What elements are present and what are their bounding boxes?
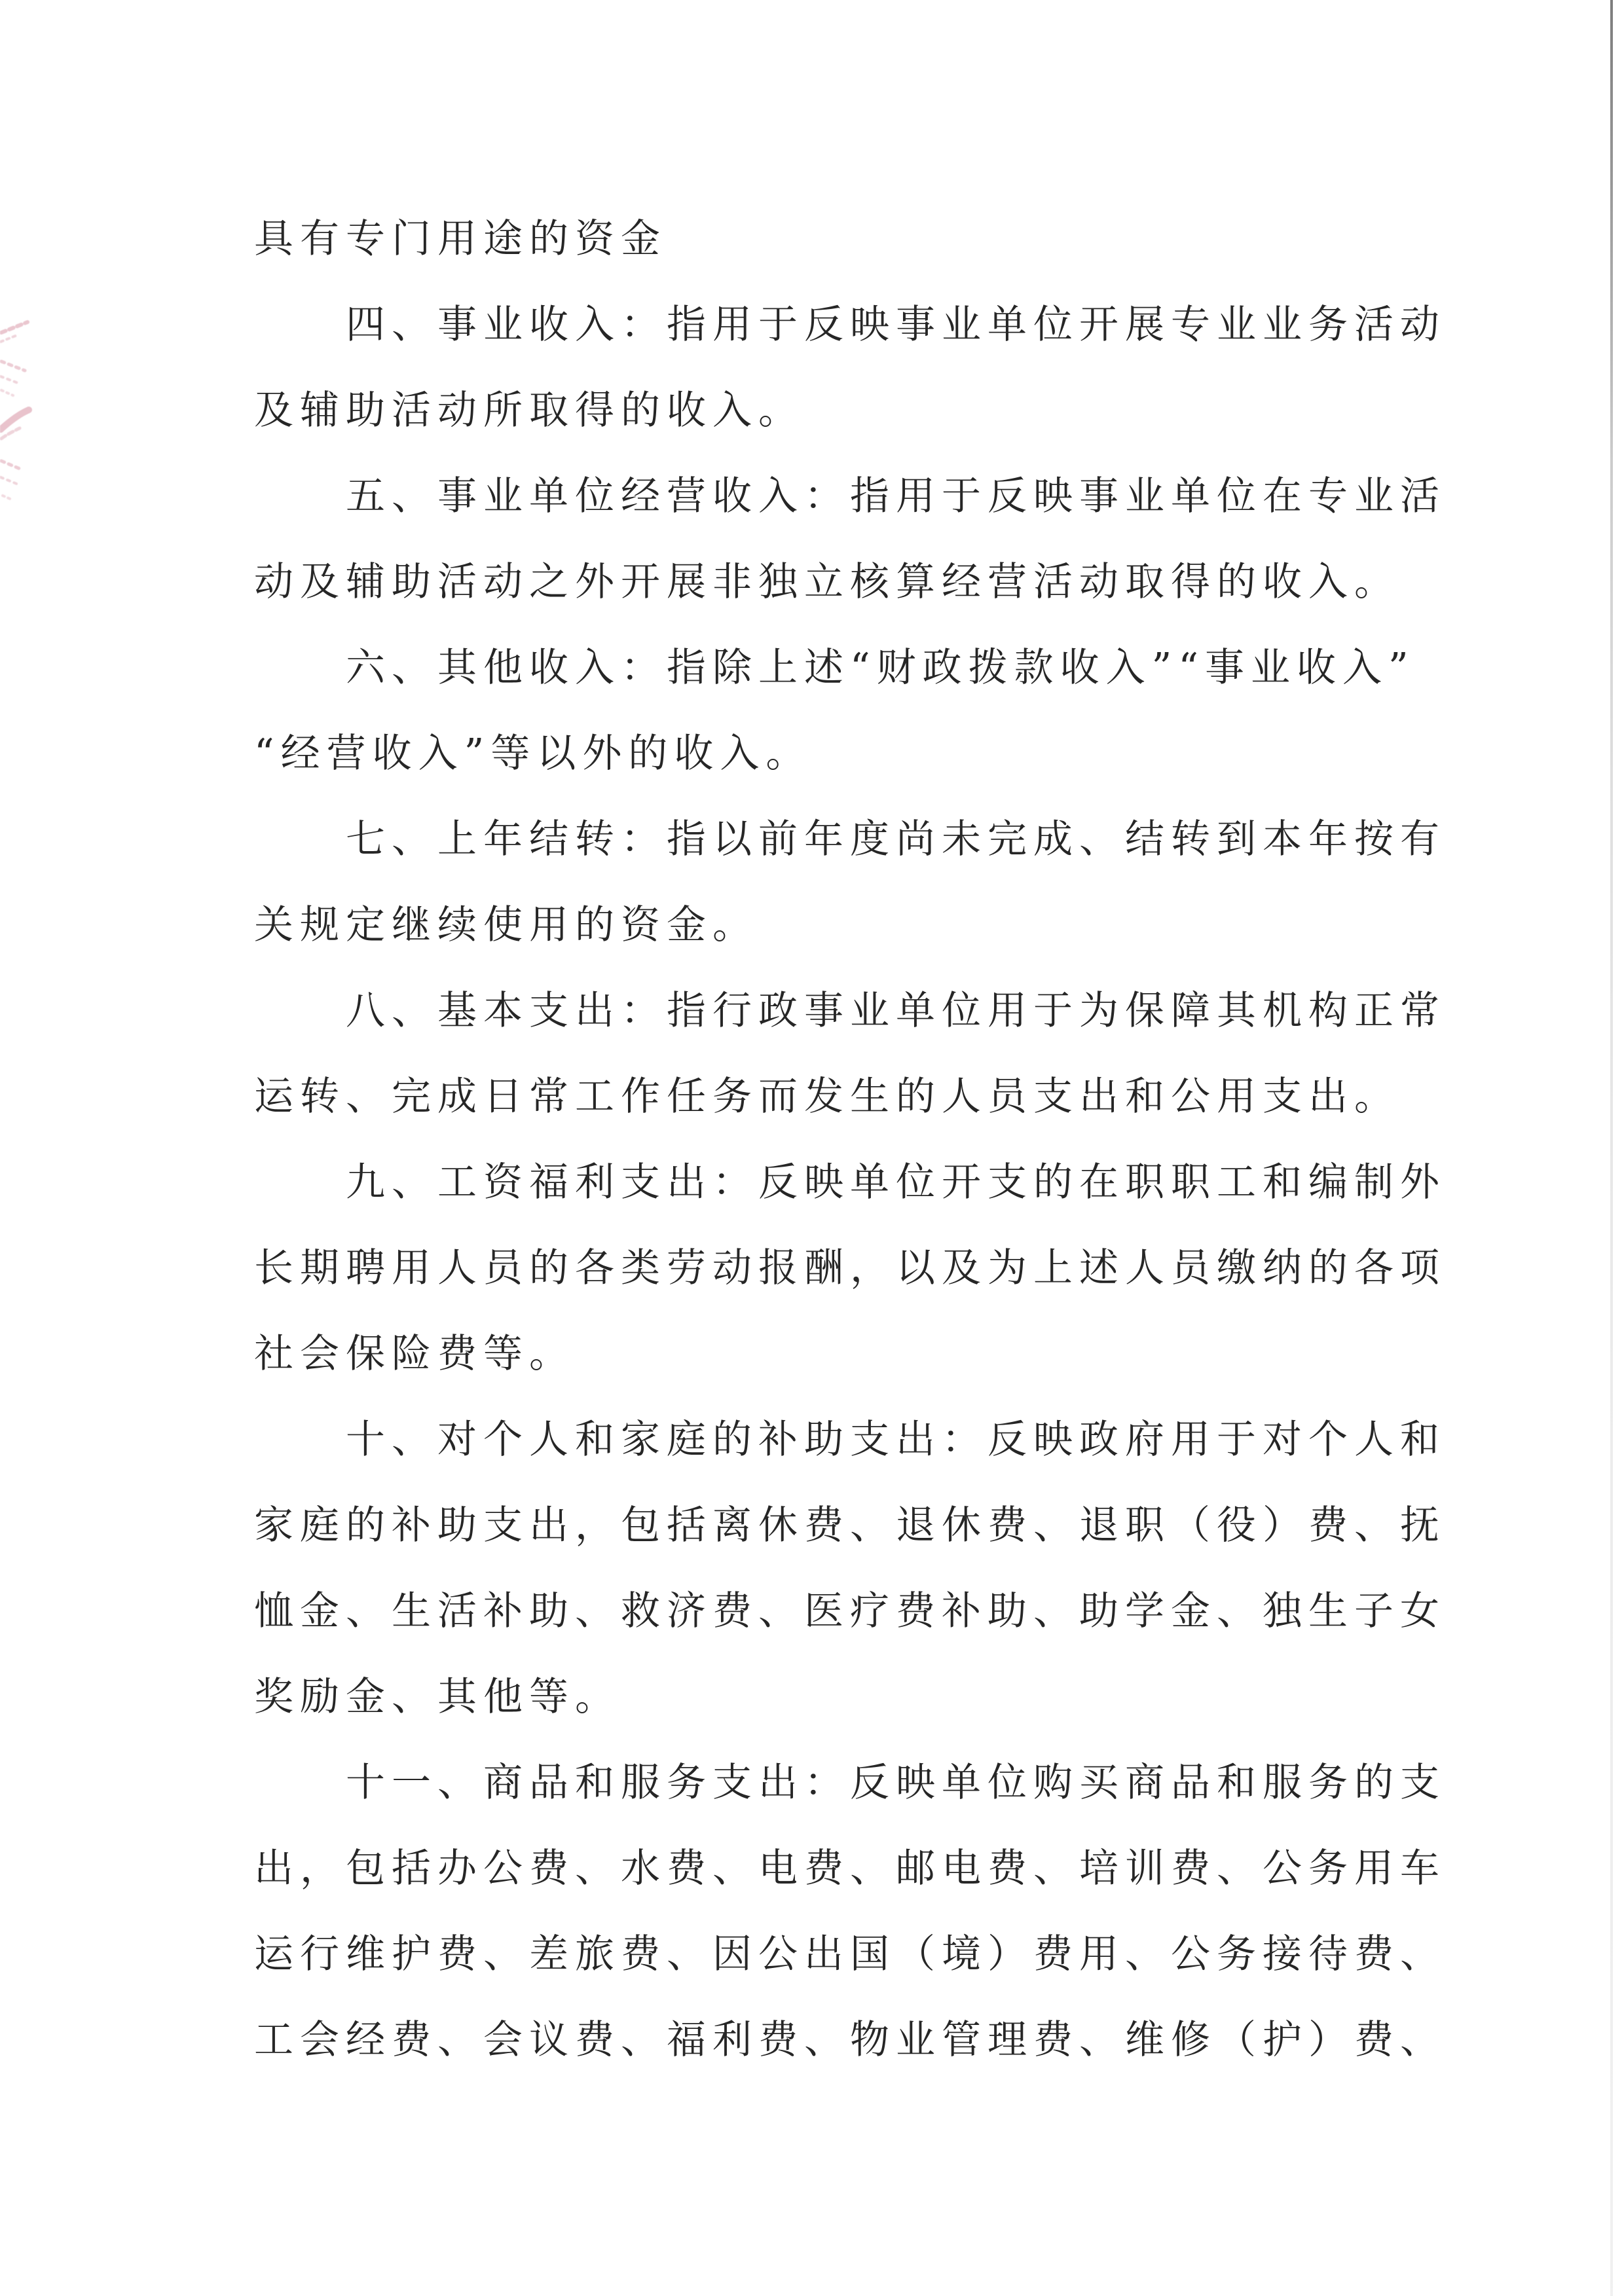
document-line: 运转、完成日常工作任务而发生的人员支出和公用支出。 <box>254 1074 1400 1120</box>
document-line: 运行维护费、差旅费、因公出国（境）费用、公务接待费、 <box>254 1931 1446 1977</box>
document-line: 四、事业收入：指用于反映事业单位开展专业业务活动 <box>346 302 1446 348</box>
document-line: 社会保险费等。 <box>254 1331 575 1377</box>
document-line: 及辅助活动所取得的收入。 <box>254 388 804 433</box>
document-line: 八、基本支出：指行政事业单位用于为保障其机构正常 <box>346 988 1446 1034</box>
document-line: “经营收入”等以外的收入。 <box>254 731 812 776</box>
document-line: 动及辅助活动之外开展非独立核算经营活动取得的收入。 <box>254 559 1400 605</box>
document-line: 出，包括办公费、水费、电费、邮电费、培训费、公务用车 <box>254 1846 1446 1891</box>
document-line: 工会经费、会议费、福利费、物业管理费、维修（护）费、 <box>254 2017 1446 2063</box>
document-line: 家庭的补助支出，包括离休费、退休费、退职（役）费、抚 <box>254 1503 1446 1548</box>
scan-edge-artifact <box>1610 0 1613 2296</box>
document-line: 七、上年结转：指以前年度尚未完成、结转到本年按有 <box>346 816 1446 862</box>
document-line: 六、其他收入：指除上述“财政拨款收入”“事业收入” <box>346 645 1415 691</box>
document-line: 十、对个人和家庭的补助支出：反映政府用于对个人和 <box>346 1417 1446 1463</box>
document-line: 具有专门用途的资金 <box>254 216 667 262</box>
document-line: 奖励金、其他等。 <box>254 1674 621 1720</box>
document-line: 恤金、生活补助、救济费、医疗费补助、助学金、独生子女 <box>254 1588 1446 1634</box>
document-line: 关规定继续使用的资金。 <box>254 902 758 948</box>
document-line: 五、事业单位经营收入：指用于反映事业单位在专业活 <box>346 473 1446 519</box>
document-line: 长期聘用人员的各类劳动报酬，以及为上述人员缴纳的各项 <box>254 1245 1446 1291</box>
document-line: 十一、商品和服务支出：反映单位购买商品和服务的支 <box>346 1760 1446 1806</box>
document-line: 九、工资福利支出：反映单位开支的在职职工和编制外 <box>346 1159 1446 1205</box>
